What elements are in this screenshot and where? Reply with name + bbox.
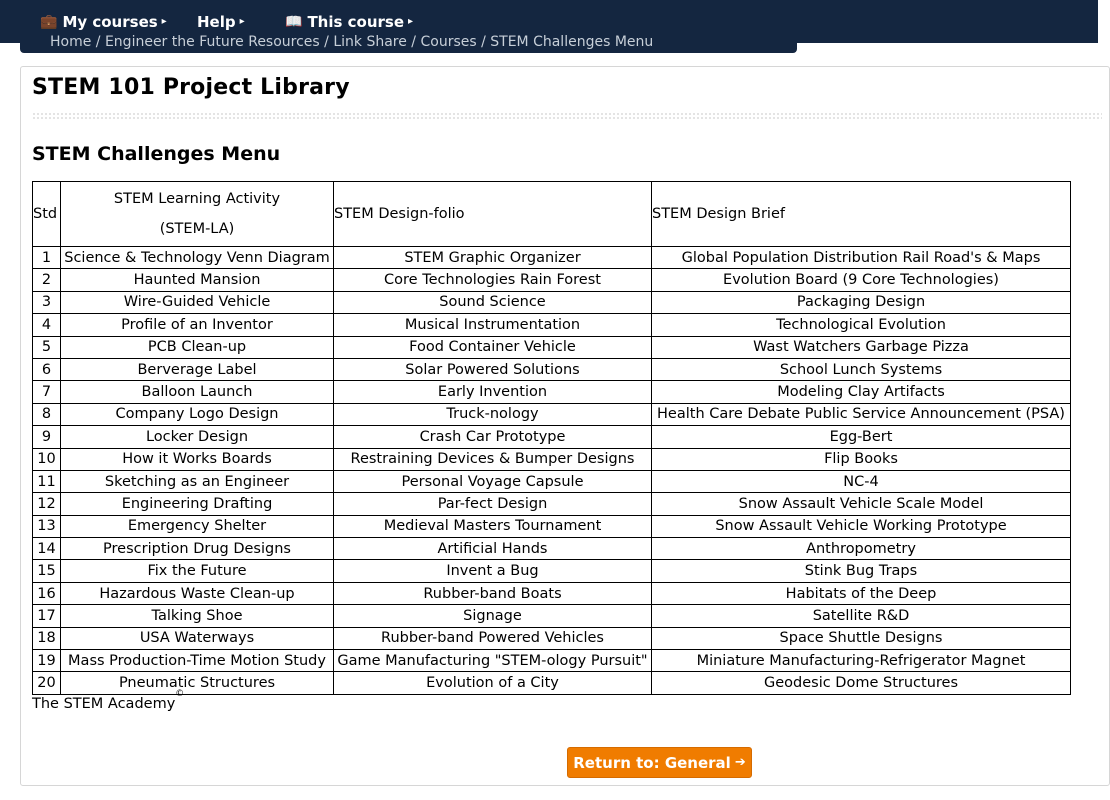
cell-std: 15 [33,560,61,582]
cell-std: 10 [33,448,61,470]
cell-learning-activity: Emergency Shelter [61,515,334,537]
cell-learning-activity: Engineering Drafting [61,493,334,515]
cell-std: 20 [33,672,61,694]
cell-std: 17 [33,605,61,627]
cell-design-folio: Medieval Masters Tournament [334,515,652,537]
cell-design-folio: Rubber-band Powered Vehicles [334,627,652,649]
cell-learning-activity: USA Waterways [61,627,334,649]
table-row [33,605,1071,627]
table-row [33,403,1071,425]
page-title: STEM 101 Project Library [32,75,350,100]
cell-design-brief: Snow Assault Vehicle Scale Model [652,493,1071,515]
cell-design-folio: Par-fect Design [334,493,652,515]
cell-design-brief: Global Population Distribution Rail Road's & Maps [652,247,1071,269]
cell-std: 19 [33,650,61,672]
cell-design-folio: Early Invention [334,381,652,403]
table-row [33,448,1071,470]
nav-help-label: Help [197,12,236,31]
cell-design-folio: Rubber-band Boats [334,582,652,604]
cell-design-brief: Health Care Debate Public Service Announcement (PSA) [652,403,1071,425]
cell-design-folio: Solar Powered Solutions [334,358,652,380]
header-design-brief: STEM Design Brief [652,182,1071,247]
cell-design-brief: Space Shuttle Designs [652,627,1071,649]
table-row [33,582,1071,604]
cell-design-folio: Sound Science [334,291,652,313]
table-row [33,627,1071,649]
cell-learning-activity: Sketching as an Engineer [61,470,334,492]
cell-design-brief: NC-4 [652,470,1071,492]
cell-design-folio: Restraining Devices & Bumper Designs [334,448,652,470]
main-content-panel [20,66,1110,786]
return-button-label: Return to: General [573,753,731,772]
caret-right-icon: ▸ [239,16,245,27]
cell-std: 11 [33,470,61,492]
cell-learning-activity: Balloon Launch [61,381,334,403]
table-row [33,269,1071,291]
cell-learning-activity: Haunted Mansion [61,269,334,291]
table-header-row [33,182,1071,247]
table-row [33,470,1071,492]
cell-design-folio: Crash Car Prototype [334,426,652,448]
table-row [33,538,1071,560]
table-body [33,247,1071,695]
cell-std: 1 [33,247,61,269]
cell-design-folio: Musical Instrumentation [334,314,652,336]
cell-design-brief: School Lunch Systems [652,358,1071,380]
divider [32,112,1102,120]
cell-design-brief: Modeling Clay Artifacts [652,381,1071,403]
table-row [33,381,1071,403]
footer-text: The STEM Academy [32,695,176,712]
cell-std: 13 [33,515,61,537]
cell-design-folio: Food Container Vehicle [334,336,652,358]
table-row [33,358,1071,380]
cell-design-brief: Wast Watchers Garbage Pizza [652,336,1071,358]
cell-learning-activity: Science & Technology Venn Diagram [61,247,334,269]
section-title: STEM Challenges Menu [32,143,281,165]
cell-learning-activity: Wire-Guided Vehicle [61,291,334,313]
cell-design-brief: Anthropometry [652,538,1071,560]
cell-learning-activity: Prescription Drug Designs [61,538,334,560]
cell-design-brief: Packaging Design [652,291,1071,313]
cell-learning-activity: Hazardous Waste Clean-up [61,582,334,604]
table-row [33,493,1071,515]
cell-std: 16 [33,582,61,604]
cell-std: 4 [33,314,61,336]
table-row [33,336,1071,358]
cell-design-brief: Egg-Bert [652,426,1071,448]
cell-design-brief: Satellite R&D [652,605,1071,627]
cell-learning-activity: PCB Clean-up [61,336,334,358]
cell-std: 7 [33,381,61,403]
cell-design-folio: Core Technologies Rain Forest [334,269,652,291]
header-learning-activity [61,182,334,247]
briefcase-icon: 💼 [40,13,58,30]
cell-learning-activity: Pneumatic Structures [61,672,334,694]
cell-design-folio: Truck-nology [334,403,652,425]
table-row [33,650,1071,672]
cell-design-folio: Artificial Hands [334,538,652,560]
cell-std: 5 [33,336,61,358]
breadcrumb [20,34,797,53]
cell-std: 2 [33,269,61,291]
cell-learning-activity: Company Logo Design [61,403,334,425]
cell-learning-activity: How it Works Boards [61,448,334,470]
copyright-mark: © [175,689,185,699]
return-to-general-button[interactable] [567,747,752,778]
cell-learning-activity: Locker Design [61,426,334,448]
cell-learning-activity: Talking Shoe [61,605,334,627]
table-row [33,515,1071,537]
cell-design-brief: Habitats of the Deep [652,582,1071,604]
sign-in-icon: ➔ [734,755,746,770]
cell-learning-activity: Profile of an Inventor [61,314,334,336]
table-row [33,247,1071,269]
cell-std: 14 [33,538,61,560]
cell-learning-activity: Mass Production-Time Motion Study [61,650,334,672]
table-row [33,672,1071,694]
cell-design-folio: Personal Voyage Capsule [334,470,652,492]
header-design-folio: STEM Design-folio [334,182,652,247]
breadcrumb-text[interactable]: Home / Engineer the Future Resources / Link Share / Courses / STEM Challenges Menu [50,34,654,50]
cell-design-brief: Stink Bug Traps [652,560,1071,582]
cell-design-folio: STEM Graphic Organizer [334,247,652,269]
header-learning-activity-line2: (STEM-LA) [159,221,235,237]
cell-design-brief: Evolution Board (9 Core Technologies) [652,269,1071,291]
cell-design-folio: Invent a Bug [334,560,652,582]
book-icon: 📖 [285,13,303,30]
cell-learning-activity: Fix the Future [61,560,334,582]
nav-my-courses-label: My courses [62,12,158,31]
cell-design-brief: Geodesic Dome Structures [652,672,1071,694]
cell-learning-activity: Berverage Label [61,358,334,380]
cell-design-folio: Game Manufacturing "STEM-ology Pursuit" [334,650,652,672]
caret-right-icon: ▸ [161,16,167,27]
footer-note [32,689,185,712]
cell-design-brief: Snow Assault Vehicle Working Prototype [652,515,1071,537]
cell-std: 9 [33,426,61,448]
table-row [33,426,1071,448]
caret-right-icon: ▸ [408,16,414,27]
header-learning-activity-line1: STEM Learning Activity [113,191,281,207]
nav-this-course-label: This course [307,12,405,31]
cell-std: 18 [33,627,61,649]
challenges-table [32,181,1071,695]
header-std: Std [33,182,61,247]
cell-std: 8 [33,403,61,425]
table-row [33,314,1071,336]
cell-design-folio: Evolution of a City [334,672,652,694]
cell-std: 12 [33,493,61,515]
cell-design-brief: Flip Books [652,448,1071,470]
cell-std: 6 [33,358,61,380]
table-row [33,291,1071,313]
cell-design-brief: Miniature Manufacturing-Refrigerator Magnet [652,650,1071,672]
cell-design-folio: Signage [334,605,652,627]
table-row [33,560,1071,582]
cell-std: 3 [33,291,61,313]
cell-design-brief: Technological Evolution [652,314,1071,336]
